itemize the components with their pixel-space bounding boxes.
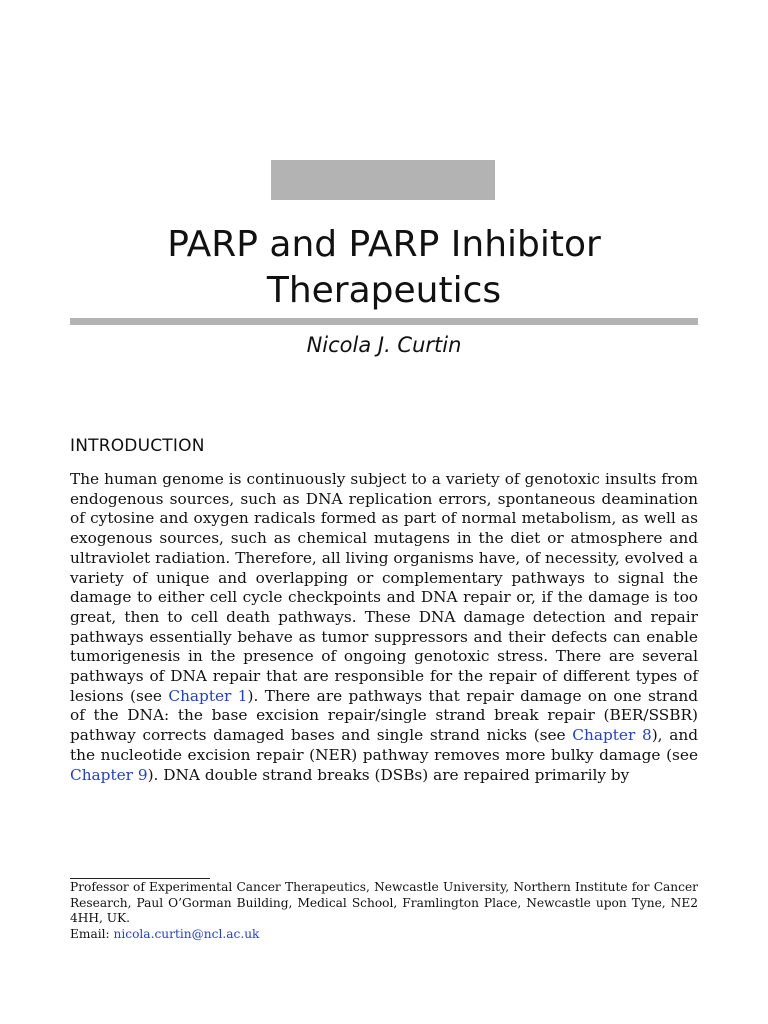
chapter-8-link[interactable]: Chapter 8 <box>572 726 652 745</box>
section-heading: INTRODUCTION <box>70 436 205 456</box>
chapter-title-line-2: Therapeutics <box>266 270 502 311</box>
chapter-title-line-1: PARP and PARP Inhibitor <box>167 224 601 265</box>
chapter-number-block <box>271 160 495 200</box>
body-text-segment: ). DNA double strand breaks (DSBs) are repaired primarily by <box>147 765 630 784</box>
body-text-segment: The human genome is continuously subject to a variety of genotoxic insults from endogenous sources, such as DNA replication errors, spontaneous deamination of cytosine and oxygen radicals formed as part of normal metabolism, as well as exogenous sources, such as chemical mutagens in the diet or atmosphere and ultraviolet radiation. Therefore, all living organisms have, of necessity, evolved a variety of unique and overlapping or complementary pathways to signal the damage to either cell cycle checkpoints and DNA repair or, if the damage is too great, then to cell death pathways. These DNA damage detection and repair pathways essentially behave as tumor suppressors and their defects can enable tumorigenesis in the presence of ongoing genotoxic stress. There are several pathways of DNA repair that are responsible for the repair of different types of lesions (see <box>70 470 698 705</box>
chapter-1-link[interactable]: Chapter 1 <box>168 686 248 705</box>
footnote-divider <box>70 878 210 879</box>
body-text-segment: ). There are pathways that repair damage on one strand of the DNA: the base excision repair/single strand break repair (BER/SSBR) pathway corrects damaged bases and single strand nicks (see <box>70 686 699 745</box>
author-name: Nicola J. Curtin <box>306 333 462 357</box>
footnote <box>70 880 698 942</box>
footnote-email-label: Email: <box>70 926 114 941</box>
body-text-segment: ), and the nucleotide excision repair (NER) pathway removes more bulky damage (see <box>70 726 698 764</box>
chapter-9-link[interactable]: Chapter 9 <box>70 765 148 784</box>
footnote-affiliation: Professor of Experimental Cancer Therapeutics, Newcastle University, Northern Institute for Cancer Research, Paul O’Gorman Building, Medical School, Framlington Place, Newcastle upon Tyne, NE2 4HH, UK. <box>70 880 698 925</box>
body-paragraph <box>70 470 698 785</box>
chapter-title <box>0 222 768 314</box>
email-link[interactable]: nicola.curtin@ncl.ac.uk <box>113 926 260 941</box>
title-divider <box>70 318 698 325</box>
